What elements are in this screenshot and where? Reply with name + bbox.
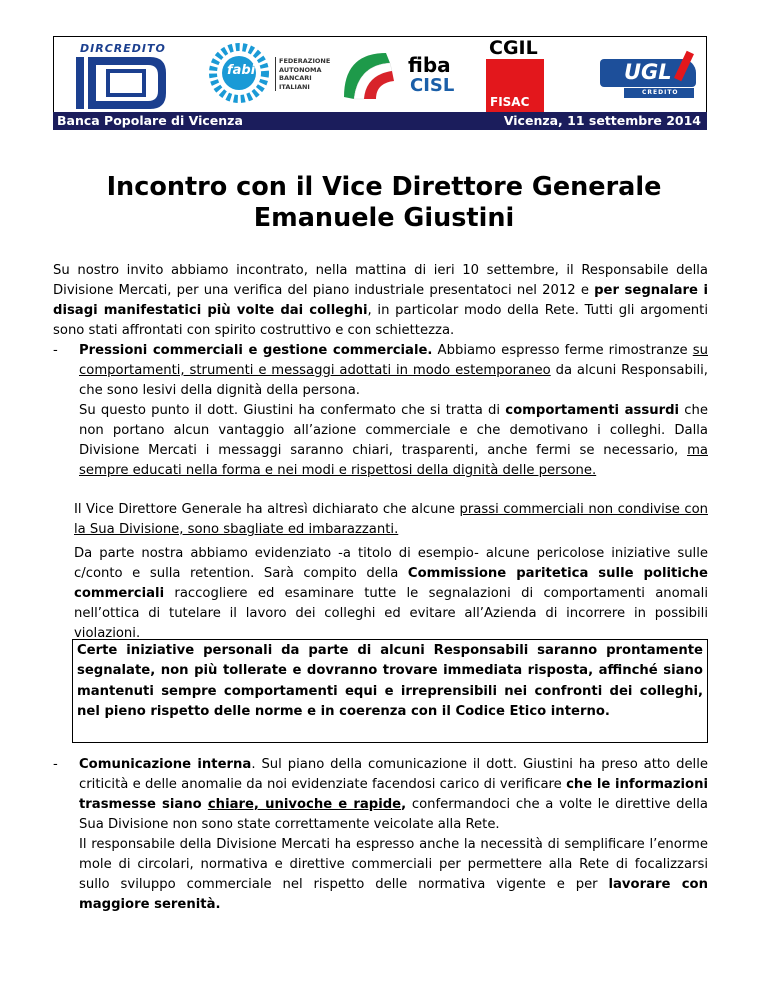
fabi-line-2: AUTONOMA <box>279 65 322 74</box>
intro-text-1: Su nostro invito abbiamo incontrato, nella mattina di ieri 10 settembre, il Responsabile della Divisione Mercati, per una verifica del piano industriale presentatoci nel 2012 e <box>53 263 708 298</box>
header-banner <box>53 112 707 130</box>
title-line-2: Emanuele Giustini <box>253 203 515 233</box>
fabi-logo <box>199 37 329 113</box>
fabi-line-4: ITALIANI <box>279 82 310 91</box>
dircredito-wordmark: DIRCREDITO <box>80 42 166 55</box>
section1-paragraph-2 <box>79 401 708 481</box>
fiba-wordmark: fiba <box>408 53 451 77</box>
section1-underline-1: su comportamenti, strumenti e messaggi adottati in modo estemporaneo <box>79 343 708 378</box>
section1-text-2: da alcuni Responsabili, che sono lesivi della dignità della persona. <box>79 363 709 398</box>
intro-paragraph <box>53 261 708 341</box>
banner-bank-name: Banca Popolare di Vicenza <box>57 113 243 128</box>
section2-text-2: confermandoci che a volte le direttive della Sua Divisione non sono state correttamente veicolate alla Rete. <box>79 797 708 832</box>
ugl-credito-logo <box>594 37 706 113</box>
intro-bold-1: per segnalare i disagi manifestatici più volte dai colleghi <box>53 283 709 318</box>
section2-paragraph-2 <box>79 835 708 915</box>
s1p2-bold-1: comportamenti assurdi <box>505 403 680 418</box>
section1-heading: Pressioni commerciali e gestione commerciale. <box>79 343 433 358</box>
s1p3-underline-1: prassi commerciali non condivise con la Sua Divisione, sono sbagliate ed imbarazzanti. <box>74 502 708 537</box>
section1-paragraph-4 <box>74 544 708 644</box>
section2-text-1: . Sul piano della comunicazione il dott. Giustini ha preso atto delle criticità e delle anomalie da noi evidenziate facendosi carico di verificare <box>79 757 708 792</box>
s2p2-text-1: Il responsabile della Divisione Mercati ha espresso anche la necessità di semplificare l’enorme mole di circolari, normativa e direttive commerciali per permettere alla Rete di focalizzarsi sullo sviluppo commerciale nel rispetto delle normativa vigente e per <box>79 837 708 892</box>
fisac-wordmark: FISAC <box>490 95 530 109</box>
banner-date: Vicenza, 11 settembre 2014 <box>503 113 701 128</box>
logo-header <box>53 36 707 114</box>
section1-paragraph-1 <box>79 341 708 401</box>
cgil-fisac-logo <box>486 37 546 113</box>
s2p2-bold-1: lavorare con maggiore serenità. <box>79 877 708 912</box>
section1-paragraph-3 <box>74 500 708 540</box>
section2-bold-2: , <box>401 797 407 812</box>
s1p2-text-1: Su questo punto il dott. Giustini ha confermato che si tratta di <box>79 403 506 418</box>
fabi-short: fabi <box>227 63 256 78</box>
intro-text-2: , in particolar modo della Rete. Tutti gli argomenti sono stati affrontati con spirito costruttivo e con schiettezza. <box>53 303 708 338</box>
section2-bold-1: che le informazioni trasmesse siano <box>79 777 708 812</box>
s1p3-text-1: Il Vice Direttore Generale ha altresì dichiarato che alcune <box>74 502 460 517</box>
fiba-cisl-logo <box>332 37 467 113</box>
s1p4-text-2: raccogliere ed esaminare tutte le segnalazioni di comportamenti anomali nell’ottica di tutelare il lavoro dei colleghi ed evitare all’Azienda di incorrere in possibili violazioni. <box>74 586 708 641</box>
s1p4-bold-1: Commissione paritetica sulle politiche commerciali <box>74 566 708 601</box>
section2-bold-underline: chiare, univoche e rapide <box>207 797 402 812</box>
cgil-wordmark: CGIL <box>489 37 538 59</box>
ugl-sub: CREDITO <box>642 89 679 96</box>
title-line-1: Incontro con il Vice Direttore Generale <box>106 172 662 202</box>
fabi-line-1: FEDERAZIONE <box>279 57 331 65</box>
section2-heading: Comunicazione interna <box>79 757 252 772</box>
s1p4-text-1: Da parte nostra abbiamo evidenziato -a titolo di esempio- alcune pericolose iniziative sulle c/conto e sulla retention. Sarà compito della <box>74 546 708 581</box>
section2-dash: - <box>53 757 58 772</box>
section1-dash: - <box>53 343 58 358</box>
s1p2-text-2: che non portano alcun vantaggio all’azione commerciale e che demotivano i colleghi. Dalla Divisione Mercati i messaggi saranno chiari, trasparenti, anche fermi se necessario, <box>79 403 708 458</box>
page-title <box>0 172 768 234</box>
cisl-wordmark: CISL <box>410 75 455 96</box>
section2-paragraph-1 <box>79 755 708 835</box>
fabi-text <box>275 57 330 91</box>
highlight-box: Certe iniziative personali da parte di alcuni Responsabili saranno prontamente segnalate, non più tollerate e dovranno trovare immediata risposta, affinché siano mantenuti sempre comportamenti equi e irreprensibili nei confronti dei colleghi, nel pieno rispetto delle norme e in coerenza con il Codice Etico interno. <box>72 639 708 743</box>
section1-text-1: Abbiamo espresso ferme rimostranze <box>432 343 693 358</box>
s1p2-underline-1: ma sempre educati nella forma e nei modi e rispettosi della dignità delle persone. <box>79 443 708 478</box>
fabi-line-3: BANCARI <box>279 74 312 82</box>
dircredito-logo <box>54 37 198 113</box>
ugl-wordmark: UGL <box>624 60 672 84</box>
